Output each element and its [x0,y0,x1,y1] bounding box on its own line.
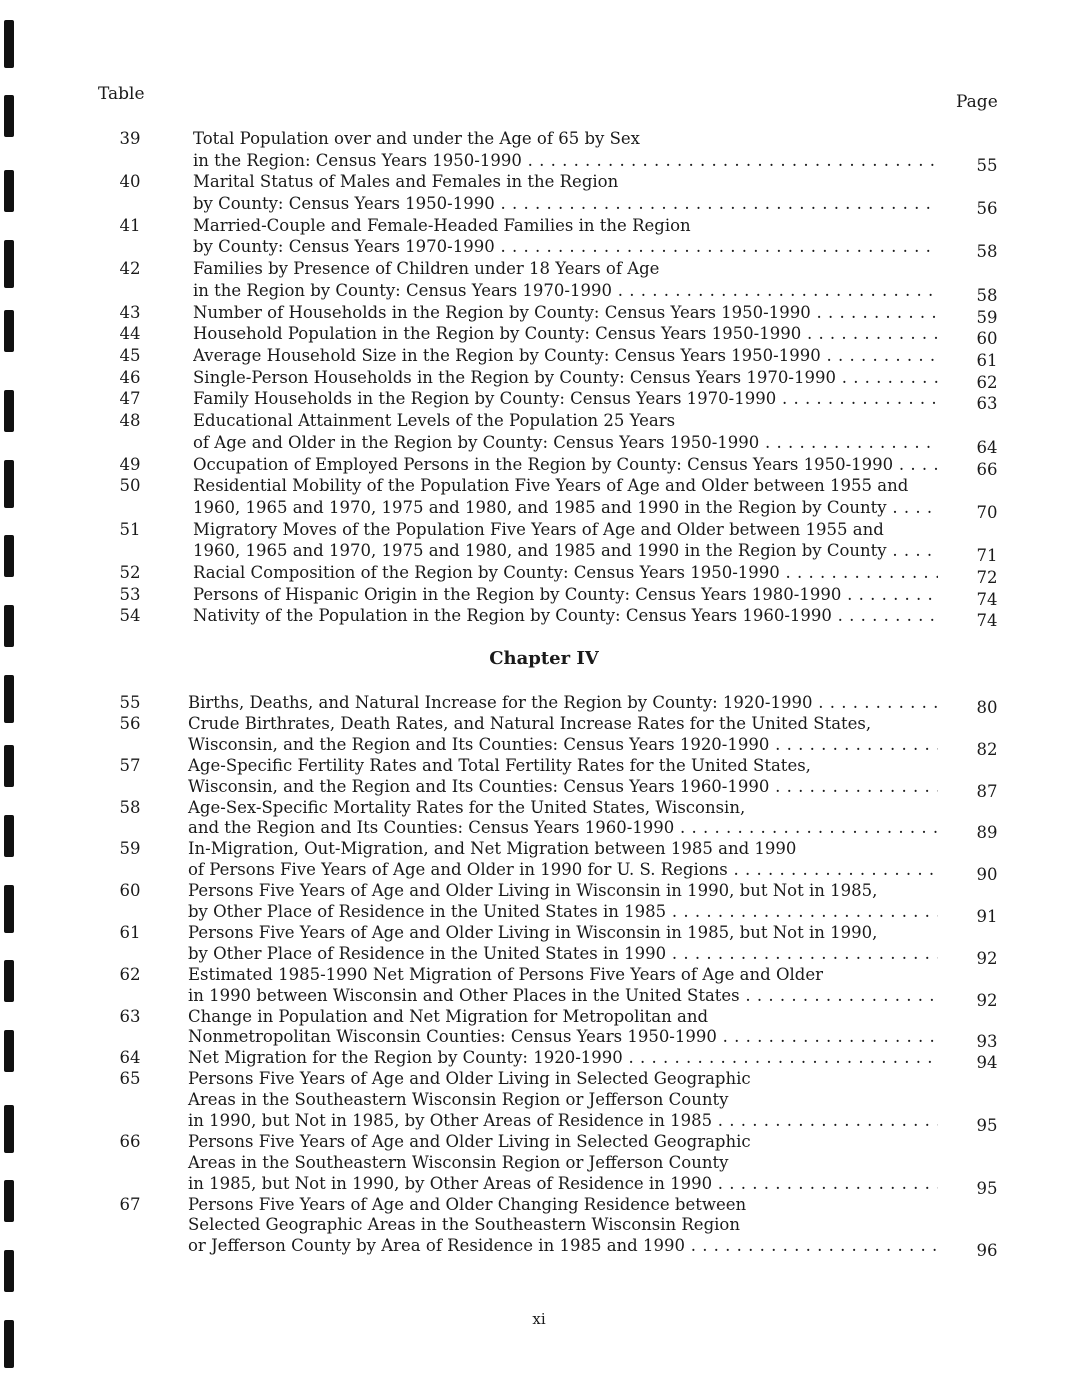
table-title-line: Nonmetropolitan Wisconsin Counties: Census Years 1950-1990 . . . [188,1026,938,1047]
binding-hole-mark [4,240,14,288]
table-title-line: Areas in the Southeastern Wisconsin Region or Jefferson County [188,1090,729,1110]
table-title-line: Marital Status of Males and Females in the Region [193,172,619,192]
table-number: 48 [119,411,141,431]
table-number: 63 [119,1006,141,1026]
page-number: 64 [976,437,998,457]
table-title-line: Wisconsin, and the Region and Its Counties: Census Years 1960-1990 . . . [188,776,938,797]
page-number: 71 [976,546,998,566]
table-number: 44 [119,324,141,344]
table-number: 42 [119,259,141,279]
table-title-line: In-Migration, Out-Migration, and Net Migration between 1985 and 1990 [188,839,797,859]
binding-hole-mark [4,1105,14,1153]
binding-hole-mark [4,1030,14,1072]
page-number: 90 [976,865,998,885]
table-number: 67 [119,1194,141,1214]
binding-hole-mark [4,815,14,857]
table-title-line: Persons Five Years of Age and Older Living in Wisconsin in 1985, but Not in 1990, [188,922,878,942]
page-folio: xi [532,1310,546,1328]
table-title-line: Persons of Hispanic Origin in the Region by County: Census Years 1980-1990 . . . [193,584,938,605]
page-number: 62 [976,372,998,392]
table-title-line: Persons Five Years of Age and Older Changing Residence between [188,1194,747,1214]
table-title-line: Occupation of Employed Persons in the Region by County: Census Years 1950-1990 . . . [193,454,938,475]
page-number: 94 [976,1053,998,1073]
page-number: 58 [976,242,998,262]
table-number: 62 [119,964,141,984]
table-title-line: Persons Five Years of Age and Older Living in Wisconsin in 1990, but Not in 1985, [188,881,878,901]
table-title-line: Nativity of the Population in the Region by County: Census Years 1960-1990 . . . [193,605,938,626]
page-number: 74 [976,611,998,631]
page-column-header: Page [956,92,998,112]
page-number: 80 [976,698,998,717]
page-number: 96 [976,1241,998,1261]
page-number: 95 [976,1115,998,1135]
binding-hole-mark [4,460,14,508]
table-title-line: Residential Mobility of the Population Five Years of Age and Older between 1955 and [193,476,909,496]
page-number: 82 [976,739,998,759]
chapter-heading: Chapter IV [489,648,599,669]
table-number: 54 [119,606,141,626]
binding-hole-mark [4,605,14,647]
table-number: 47 [119,389,141,409]
table-title-line: Persons Five Years of Age and Older Living in Selected Geographic [188,1069,751,1089]
binding-hole-mark [4,95,14,137]
table-number: 56 [119,713,141,733]
table-number: 40 [119,172,141,192]
page-number: 58 [976,285,998,305]
table-number: 55 [119,693,141,712]
table-title-line: Areas in the Southeastern Wisconsin Region or Jefferson County [188,1152,729,1172]
page-number: 70 [976,502,998,522]
table-title-line: Change in Population and Net Migration for Metropolitan and [188,1006,709,1026]
page-number: 66 [976,459,998,479]
table-number: 51 [119,519,141,539]
binding-hole-mark [4,390,14,432]
binding-hole-mark [4,1250,14,1292]
table-title-line: 1960, 1965 and 1970, 1975 and 1980, and 1985 and 1990 in the Region by County . . . [193,540,938,561]
table-title-line: Family Households in the Region by County: Census Years 1970-1990 . . . [193,388,938,409]
binding-hole-mark [4,535,14,577]
table-title-line: Persons Five Years of Age and Older Living in Selected Geographic [188,1131,751,1151]
table-number: 46 [119,367,141,387]
table-title-line: by County: Census Years 1950-1990 . . . [193,193,938,214]
page-number: 92 [976,948,998,968]
table-title-line: in 1990, but Not in 1985, by Other Areas of Residence in 1985 . . . [188,1110,938,1131]
table-title-line: and the Region and Its Counties: Census Years 1960-1990 . . . [188,817,938,838]
page-number: 93 [976,1032,998,1052]
table-title-line: 1960, 1965 and 1970, 1975 and 1980, and 1985 and 1990 in the Region by County . . . [193,497,938,518]
table-title-line: Household Population in the Region by County: Census Years 1950-1990 . . . [193,323,938,344]
binding-hole-mark [4,170,14,212]
page-number: 87 [976,781,998,801]
binding-hole-mark [4,885,14,933]
table-title-line: Racial Composition of the Region by County: Census Years 1950-1990 . . . [193,562,938,583]
table-number: 58 [119,797,141,817]
table-number: 52 [119,563,141,582]
binding-hole-mark [4,675,14,723]
page-number: 92 [976,990,998,1010]
page-number: 89 [976,823,998,843]
binding-hole-mark [4,310,14,352]
table-title-line: Age-Sex-Specific Mortality Rates for the United States, Wisconsin, [188,797,746,817]
table-number: 57 [119,755,141,775]
table-number: 53 [119,584,141,604]
page-number: 72 [976,568,998,587]
table-number: 66 [119,1131,141,1151]
table-title-line: Wisconsin, and the Region and Its Counties: Census Years 1920-1990 . . . [188,734,938,755]
table-title-line: Married-Couple and Female-Headed Families in the Region [193,215,691,235]
page-number: 63 [976,394,998,414]
page-number: 60 [976,329,998,349]
page-number: 91 [976,906,998,926]
table-title-line: by County: Census Years 1970-1990 . . . [193,236,938,257]
table-title-line: in 1985, but Not in 1990, by Other Areas of Residence in 1990 . . . [188,1173,938,1194]
table-number: 61 [119,922,141,942]
page-number: 56 [976,199,998,219]
table-title-line: Number of Households in the Region by County: Census Years 1950-1990 . . . [193,302,938,323]
table-number: 50 [119,476,141,496]
table-title-line: Crude Birthrates, Death Rates, and Natural Increase Rates for the United States, [188,713,872,733]
table-title-line: in 1990 between Wisconsin and Other Places in the United States . . . [188,985,938,1006]
table-title-line: Educational Attainment Levels of the Population 25 Years [193,411,676,431]
table-title-line: Selected Geographic Areas in the Southeastern Wisconsin Region [188,1215,740,1235]
table-title-line: Migratory Moves of the Population Five Years of Age and Older between 1955 and [193,519,884,539]
table-title-line: Net Migration for the Region by County: 1920-1990 . . . [188,1047,938,1068]
table-title-line: in the Region: Census Years 1950-1990 . . . [193,150,938,171]
page-number: 74 [976,589,998,609]
table-title-line: by Other Place of Residence in the United States in 1990 . . . [188,943,938,964]
table-number: 39 [119,129,141,148]
table-number: 60 [119,881,141,901]
table-number: 59 [119,839,141,859]
table-number: 65 [119,1069,141,1089]
page-number: 59 [976,307,998,327]
binding-hole-mark [4,960,14,1002]
binding-hole-mark [4,1180,14,1222]
table-title-line: Age-Specific Fertility Rates and Total Fertility Rates for the United States, [188,755,811,775]
table-number: 64 [119,1048,141,1068]
table-number: 49 [119,454,141,474]
binding-hole-mark [4,20,14,68]
table-title-line: Births, Deaths, and Natural Increase for the Region by County: 1920-1990 . . . [188,692,938,713]
page-number: 95 [976,1178,998,1198]
binding-hole-mark [4,745,14,787]
table-title-line: Total Population over and under the Age of 65 by Sex [193,129,640,148]
table-title-line: of Persons Five Years of Age and Older in 1990 for U. S. Regions . . . [188,859,938,880]
table-title-line: in the Region by County: Census Years 1970-1990 . . . [193,280,938,301]
table-number: 45 [119,346,141,365]
page-number: 55 [976,155,998,175]
table-title-line: Single-Person Households in the Region by County: Census Years 1970-1990 . . . [193,367,938,388]
table-title-line: Estimated 1985-1990 Net Migration of Persons Five Years of Age and Older [188,964,823,984]
table-title-line: of Age and Older in the Region by County: Census Years 1950-1990 . . . [193,432,938,453]
table-number: 43 [119,302,141,322]
table-column-header: Table [98,84,145,104]
table-title-line: by Other Place of Residence in the United States in 1985 . . . [188,901,938,922]
table-title-line: or Jefferson County by Area of Residence in 1985 and 1990 . . . [188,1235,938,1256]
page-number: 61 [976,351,998,370]
table-title-line: Average Household Size in the Region by County: Census Years 1950-1990 . . . [193,345,938,366]
table-title-line: Families by Presence of Children under 18 Years of Age [193,259,660,279]
table-number: 41 [119,215,141,235]
binding-holes [0,0,20,1380]
